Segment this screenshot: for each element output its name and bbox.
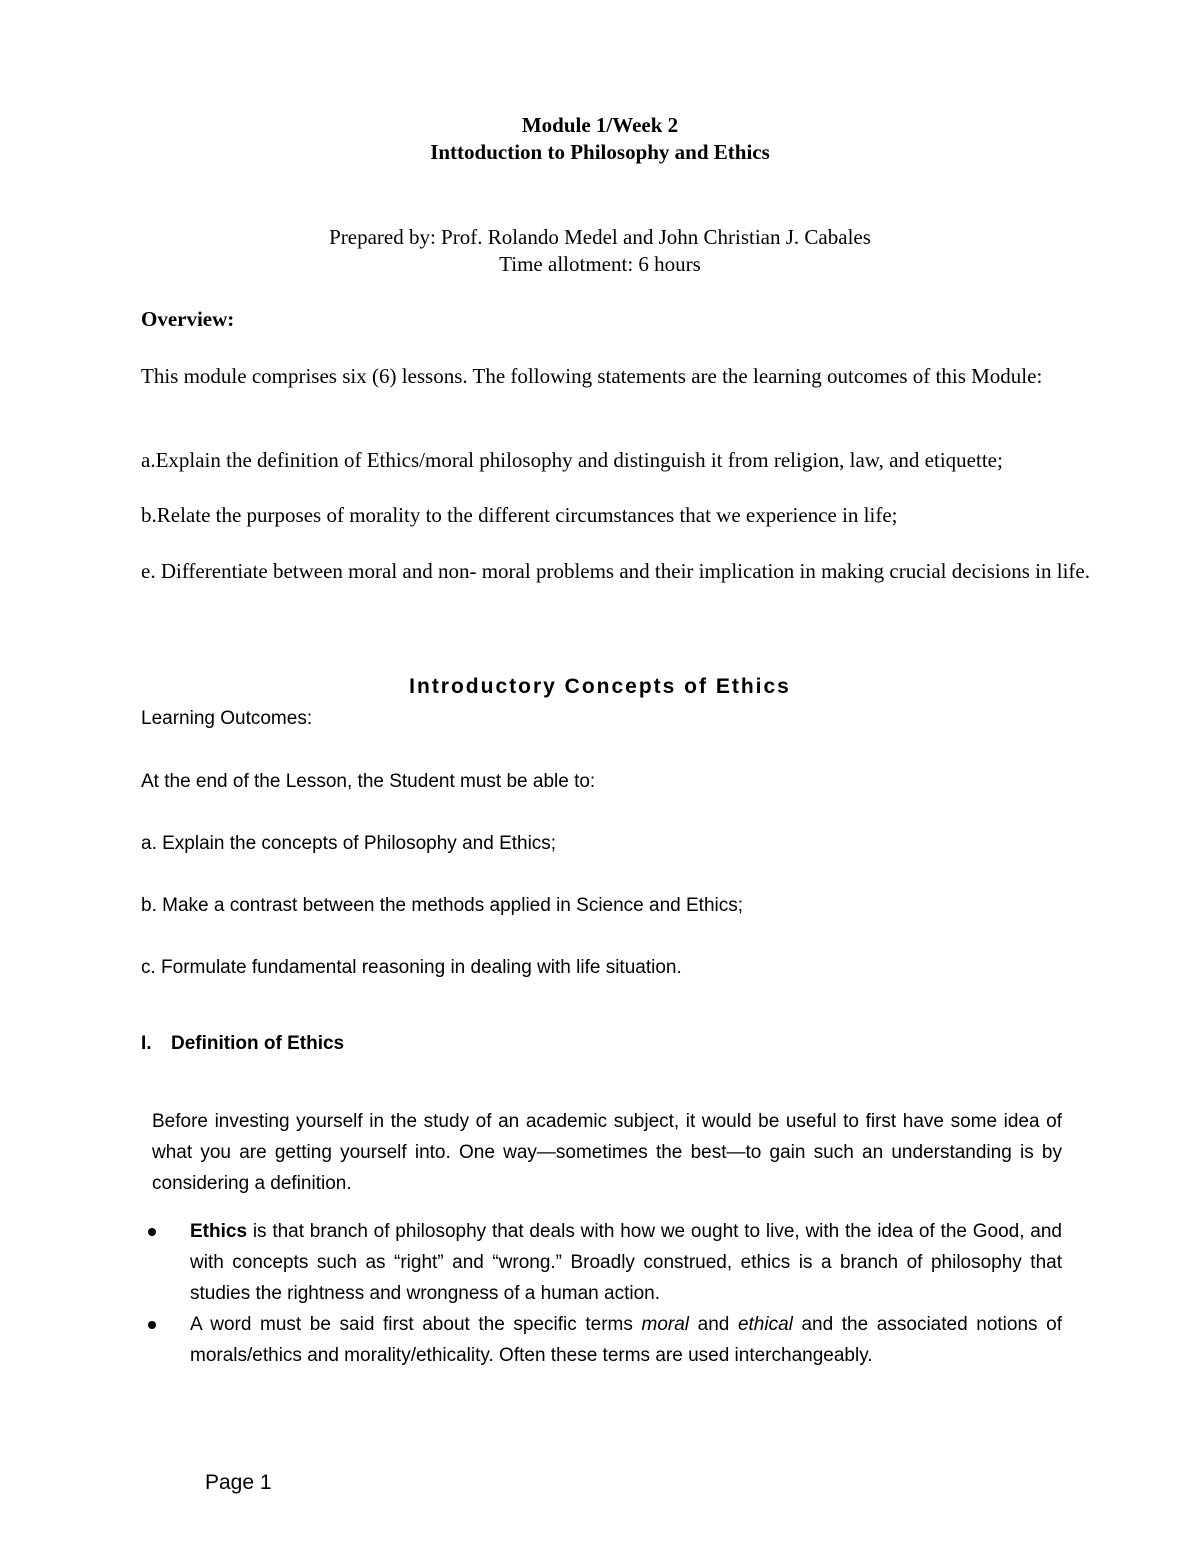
term-ethical: ethical [737, 1314, 793, 1335]
overview-heading: Overview: [141, 307, 235, 331]
ethics-definition-text: is that branch of philosophy that deals with how we ought to live, with the idea of the Good, and with concepts such as “right” and “wrong.” Broadly construed, ethics is a branch of philosophy that studies the rightness and wrongness of a human action. [190, 1221, 1062, 1304]
module-week-title: Module 1/Week 2 [521, 113, 679, 137]
lesson-title: Introductory Concepts of Ethics [409, 675, 791, 698]
overview-paragraph: This module comprises six (6) lessons. The following statements are the learning outcomes of this Module: [141, 364, 1043, 388]
learning-outcome-item: a. Explain the concepts of Philosophy and Ethics; [141, 833, 557, 854]
preparation-block [0, 224, 1200, 278]
prepared-by-line: Prepared by: Prof. Rolando Medel and John Christian J. Cabales [329, 225, 871, 249]
section-heading [141, 1028, 344, 1059]
ethics-term: Ethics [190, 1221, 248, 1242]
section-number: I. [141, 1033, 152, 1054]
definition-bullet-list [190, 1216, 1062, 1371]
learning-outcome-item: c. Formulate fundamental reasoning in dealing with life situation. [141, 957, 682, 978]
title-block [0, 112, 1200, 166]
definition-intro-paragraph: Before investing yourself in the study of an academic subject, it would be useful to first have some idea of what you are getting yourself into. One way—sometimes the best—to gain such an understanding is by considering a definition. [152, 1111, 1062, 1194]
bullet-dot-icon [148, 1321, 156, 1329]
bullet-item-ethics [190, 1216, 1062, 1309]
term-moral: moral [641, 1314, 690, 1335]
time-allotment-line: Time allotment: 6 hours [499, 252, 701, 276]
terms-text-part: and the associated notions of morals/ethics and morality/ethicality. Often these terms are used interchangeably. [190, 1314, 1062, 1366]
bullet-dot-icon [148, 1228, 156, 1236]
course-title: Inttoduction to Philosophy and Ethics [430, 140, 770, 164]
page-number: Page 1 [205, 1471, 272, 1494]
objective-item: a.Explain the definition of Ethics/moral philosophy and distinguish it from religion, law, and etiquette; [141, 448, 1003, 472]
bullet-item-terms [190, 1309, 1062, 1371]
learning-outcomes-heading: Learning Outcomes: [141, 708, 313, 729]
objective-item: e. Differentiate between moral and non- moral problems and their implication in making crucial decisions in life. [141, 559, 1090, 583]
terms-text-part: A word must be said first about the specific terms [190, 1314, 642, 1335]
section-title: Definition of Ethics [171, 1033, 345, 1054]
terms-text-part: and [689, 1314, 738, 1335]
learning-outcomes-intro: At the end of the Lesson, the Student must be able to: [141, 771, 596, 792]
objective-item: b.Relate the purposes of morality to the different circumstances that we experience in life; [141, 503, 898, 527]
learning-outcome-item: b. Make a contrast between the methods applied in Science and Ethics; [141, 895, 744, 916]
